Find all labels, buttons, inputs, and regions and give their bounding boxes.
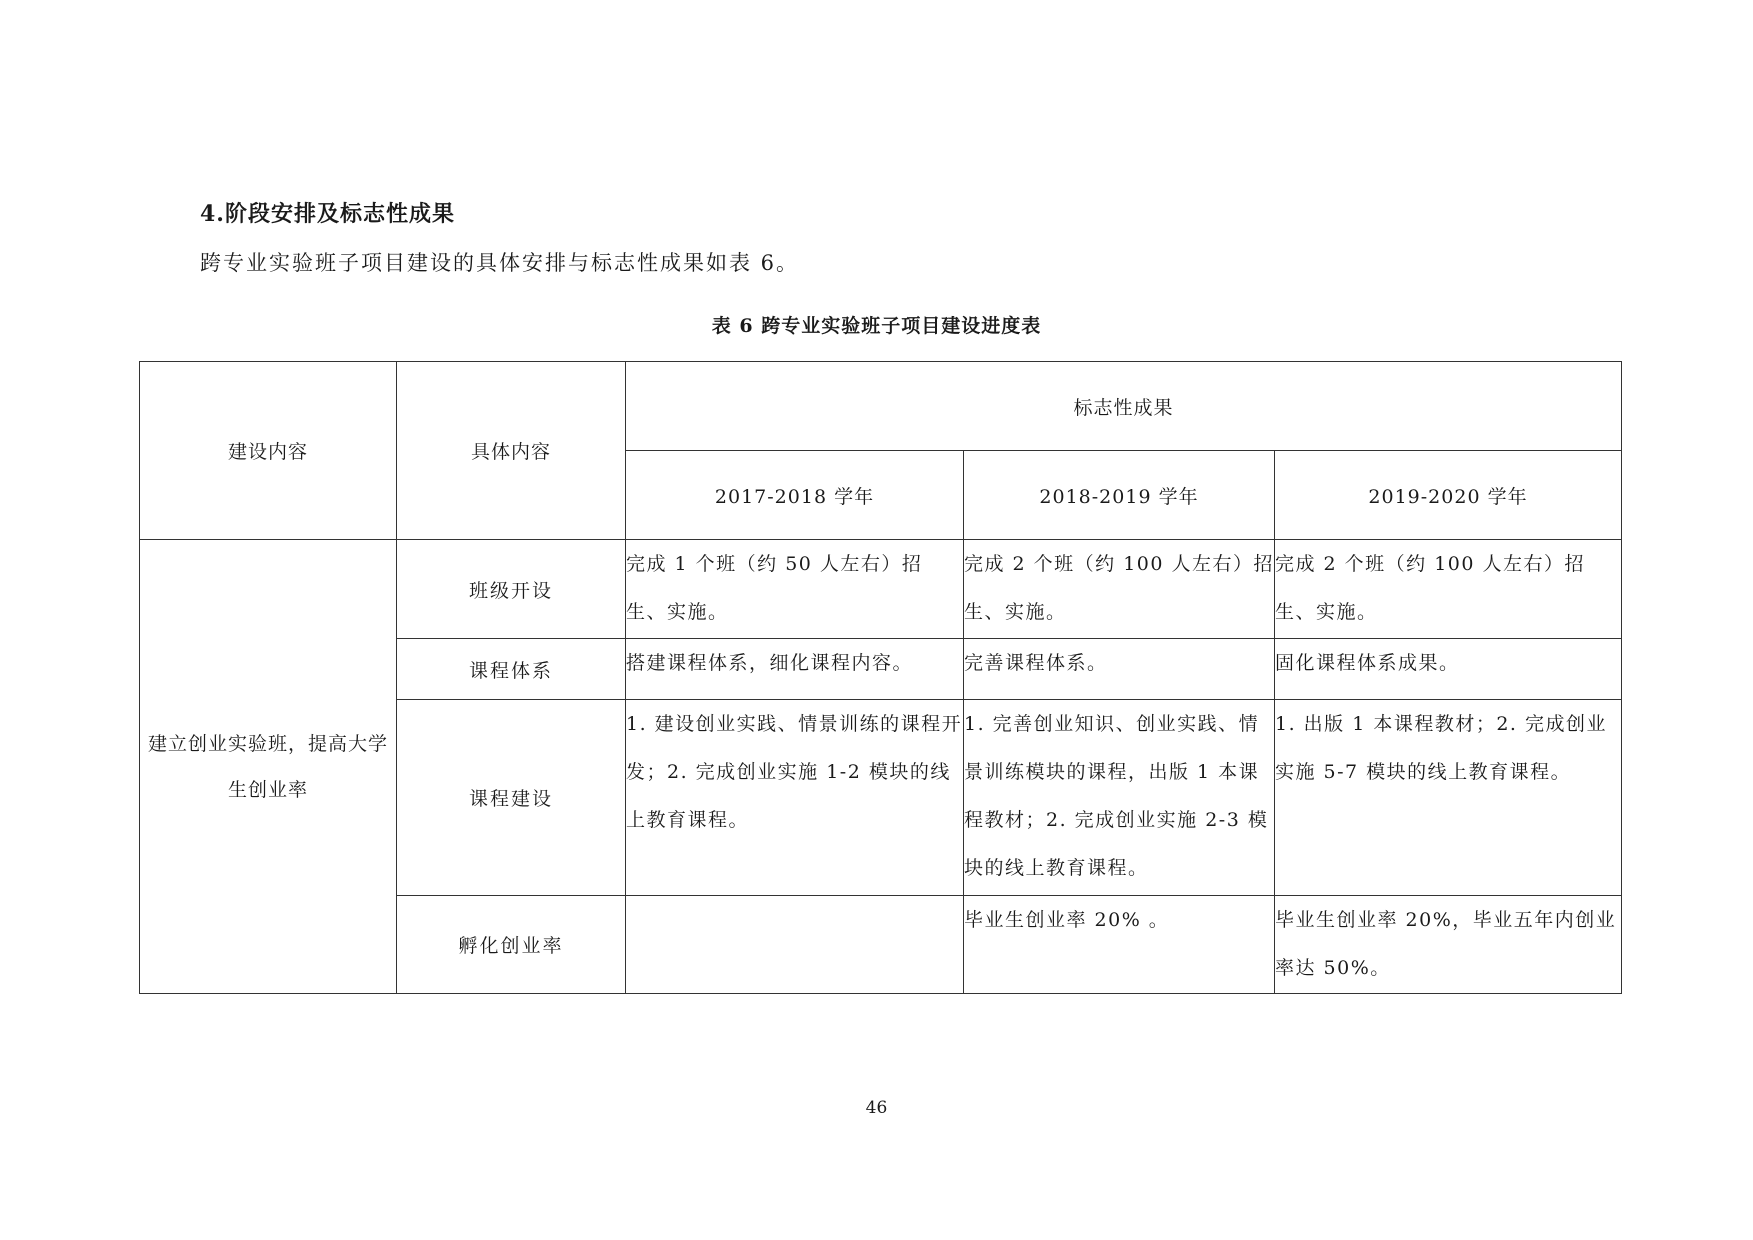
row-item-label: 孵化创业率 (397, 896, 626, 994)
intro-paragraph: 跨专业实验班子项目建设的具体安排与标志性成果如表 6。 (200, 251, 800, 275)
year-2-cell: 1. 完善创业知识、创业实践、情景训练模块的课程，出版 1 本课程教材；2. 完成创业实施 2-3 模块的线上教育课程。 (964, 700, 1275, 896)
year-2-cell: 毕业生创业率 20% 。 (964, 896, 1275, 994)
year-3-cell: 完成 2 个班（约 100 人左右）招生、实施。 (1275, 540, 1622, 639)
year-2-cell: 完成 2 个班（约 100 人左右）招生、实施。 (964, 540, 1275, 639)
year-1-cell: 搭建课程体系，细化课程内容。 (626, 639, 964, 700)
construction-content-cell: 建立创业实验班，提高大学生创业率 (140, 540, 397, 994)
year-2-cell: 完善课程体系。 (964, 639, 1275, 700)
page-number: 46 (865, 1098, 888, 1118)
row-item-label: 课程体系 (397, 639, 626, 700)
year-1-cell: 1. 建设创业实践、情景训练的课程开发；2. 完成创业实施 1-2 模块的线上教育课程。 (626, 700, 964, 896)
section-heading: 4.阶段安排及标志性成果 (200, 201, 455, 227)
row-item-label: 班级开设 (397, 540, 626, 639)
header-milestone-results: 标志性成果 (626, 362, 1622, 451)
year-3-cell: 1. 出版 1 本课程教材；2. 完成创业实施 5-7 模块的线上教育课程。 (1275, 700, 1622, 896)
year-1-cell: 完成 1 个班（约 50 人左右）招生、实施。 (626, 540, 964, 639)
row-item-label: 课程建设 (397, 700, 626, 896)
year-1-cell (626, 896, 964, 994)
table-row (140, 540, 1622, 639)
header-specific-content: 具体内容 (397, 362, 626, 540)
header-year-1: 2017-2018 学年 (626, 451, 964, 540)
header-year-3: 2019-2020 学年 (1275, 451, 1622, 540)
header-construction-content: 建设内容 (140, 362, 397, 540)
header-year-2: 2018-2019 学年 (964, 451, 1275, 540)
year-3-cell: 毕业生创业率 20%，毕业五年内创业率达 50%。 (1275, 896, 1622, 994)
table-caption: 表 6 跨专业实验班子项目建设进度表 (711, 315, 1042, 337)
progress-table (139, 361, 1622, 994)
year-3-cell: 固化课程体系成果。 (1275, 639, 1622, 700)
